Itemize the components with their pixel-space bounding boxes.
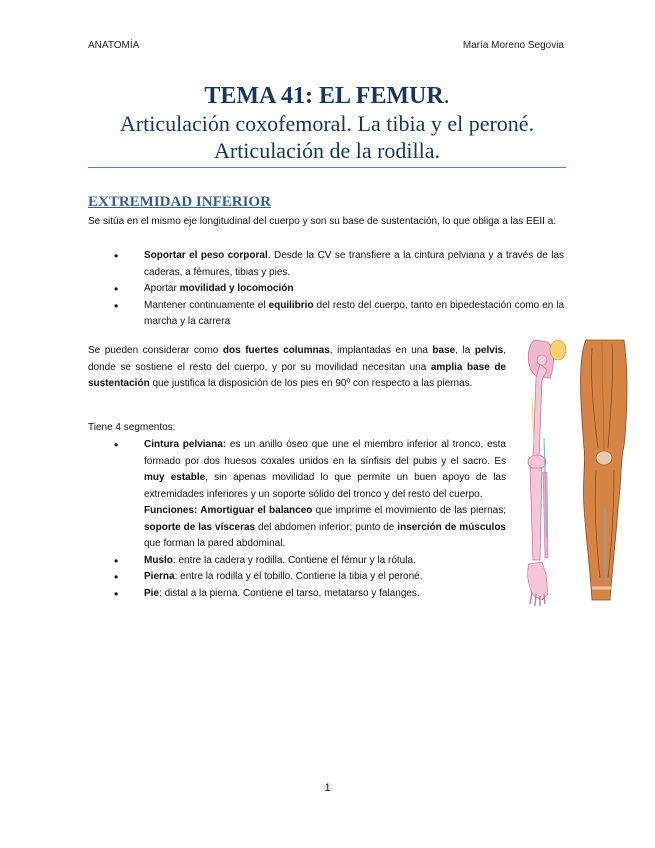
list-item [114,586,506,603]
bold-run: amplia base de sustentación [88,361,506,389]
text-run: Se pueden considerar como [88,345,223,356]
title-dot: . [443,83,450,109]
bullet-icon: • [114,553,119,568]
text-run: , la [455,345,475,356]
bullet-bold: soporte de las vísceras [144,521,256,533]
bullet-bold: Cintura pelviana: [144,439,227,450]
subtitle-line-2: Articulación de la rodilla. [213,138,441,163]
bullet-icon: • [114,586,119,601]
segments-list [114,437,506,602]
bullet-bold: movilidad y locomoción [179,283,294,294]
columns-paragraph [88,343,506,393]
header-left: ANATOMÍA [88,40,140,51]
bullet-text: : entre la rodilla y el tobillo. Contiene la tibia y el peroné. [174,571,423,582]
page-title [88,82,566,110]
list-item [114,437,506,553]
list-item [114,248,565,281]
bold-run: dos fuertes columnas [222,345,330,356]
bullet-bold: Pie [144,587,160,599]
bullet-text: : distal a la pierna. Contiene el tarso, metatarso y falanges. [159,587,420,599]
bullet-icon: • [114,249,119,263]
bullet-text: del resto del cuerpo, tanto en bipedestación como en la marcha y la carrera [144,299,565,327]
bullet-bold: inserción de músculos [397,521,506,533]
bullet-bold: muy estable [144,472,206,483]
intro-paragraph: Se sitúa en el mismo eje longitudinal del cuerpo y son su base de sustentación, lo que obliga a las EEII a: [88,216,557,227]
bullet-bold: Funciones: Amortiguar el balanceo [144,505,313,516]
muscle-leg [581,340,628,600]
bullet-icon: • [114,570,119,584]
bullet-icon: • [114,438,119,452]
bullet-text: , sin apenas movilidad lo que permite un buen apoyo de las extremidades inferiores y un soporte sólido del tronco y del resto del cuerpo. [144,472,506,500]
bullet-text: del abdomen inferior; punto de [255,521,398,533]
bullet-bold: Muslo [144,554,173,566]
text-run: que justifica la disposición de los pies en 90º con respecto a las piernas. [149,378,473,389]
list-item [114,281,564,298]
bullet-icon: • [114,282,119,296]
skeleton-leg [528,340,566,606]
text-run: , implantadas en una [329,345,433,356]
list-item [114,553,506,570]
bullet-text: que forman la pared abdominal. [144,538,286,549]
bold-run: pelvis [474,345,504,356]
page-number: 1 [324,782,331,794]
bullet-bold: equilibrio [268,299,314,311]
bullet-text: Aportar [144,283,180,294]
bullet-text: . Desde la CV se transfiere a la cintura pelviana y a través de las caderas, a fémures, tibias y pies. [144,250,565,278]
bullet-text: es un anillo óseo que une el miembro inferior al tronco, esta formado por dos huesos coxales unidos en la sínfisis del pubis y el sacro. Es [144,439,506,467]
list-item [114,298,565,331]
list-item [114,569,506,586]
title-divider [88,167,566,168]
text-run: , donde se sostiene el resto del cuerpo, y por su movilidad necesitan una [88,345,506,373]
lower-limb-anatomy-image [520,338,630,608]
bullet-bold: Soportar el peso corporal [144,250,268,261]
subtitle-line-1: Articulación coxofemoral. La tibia y el peroné. [119,111,535,136]
title-main: TEMA 41: EL FEMUR [204,83,444,109]
bullet-icon: • [114,298,119,313]
header-right: María Moreno Segovia [462,40,564,51]
bullet-text: que imprime el movimiento de las piernas; [312,505,506,516]
intro-bullet-list [114,248,565,331]
bullet-bold: Pierna [144,571,175,582]
bullet-text: Mantener continuamente el [144,299,269,311]
segments-intro: Tiene 4 segmentos: [88,422,176,433]
bold-run: base [432,345,456,356]
bullet-text: : entre la cadera y rodilla. Contiene el fémur y la rótula. [172,554,416,566]
title-block [88,82,566,164]
section-heading: EXTREMIDAD INFERIOR [88,194,271,210]
